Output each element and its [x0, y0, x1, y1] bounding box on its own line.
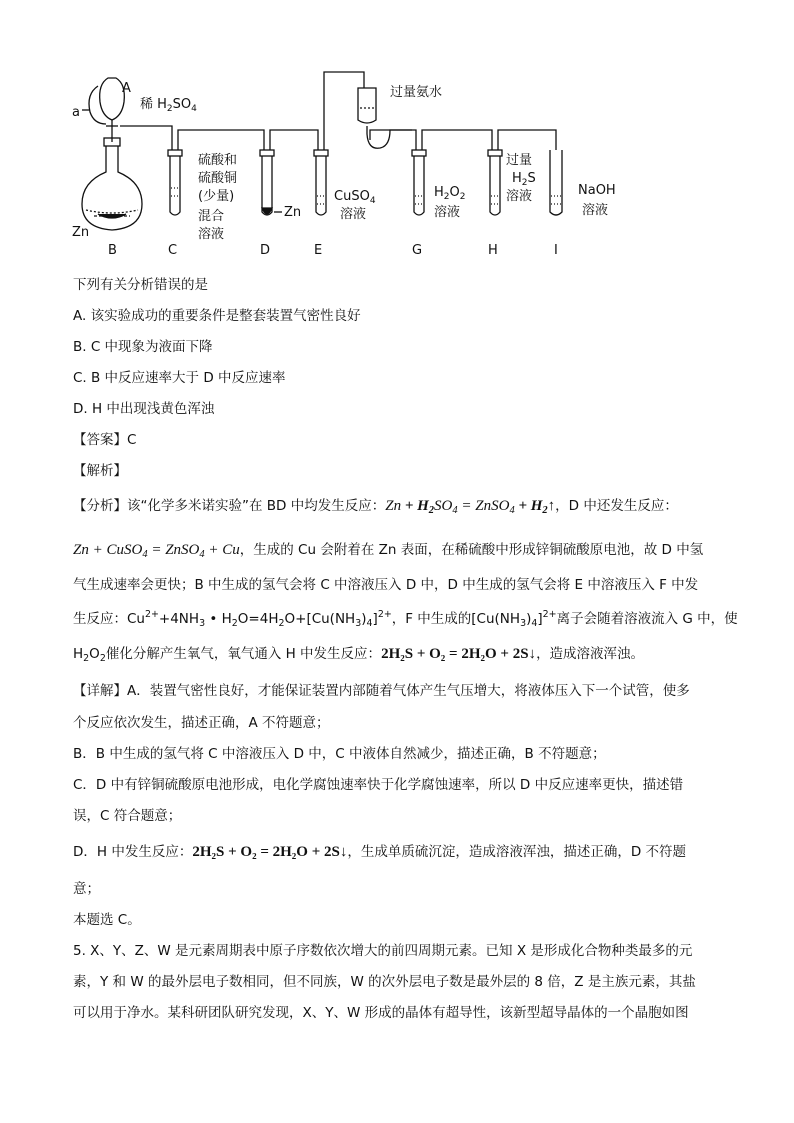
label-i-solution: 溶液	[582, 203, 609, 218]
label-naoh: NaOH	[578, 183, 616, 198]
equation-zn-cuso4: Zn + CuSO$_4$ = ZnSO$_4$ + Cu	[73, 542, 240, 560]
test-tube-c	[168, 150, 182, 215]
label-e-solution: 溶液	[340, 207, 367, 222]
analysis-heading: 【解析】	[73, 463, 127, 479]
analysis-line-5: $H_2O_2$催化分解产生氧气，氧气通入 H 中发生反应：2H₂S + O₂ = 2H₂O + 2S↓，造成溶液浑浊。	[73, 646, 645, 664]
q5-line-1: 5. X、Y、Z、W 是元素周期表中原子序数依次增大的前四周期元素。已知 X 是形成化合物种类最多的元	[73, 943, 693, 959]
tag-g: G	[412, 243, 423, 258]
test-tube-i	[550, 150, 562, 215]
test-tube-d	[260, 150, 282, 215]
detail-line-a2: 个反应依次发生，描述正确，A 不符题意；	[73, 715, 330, 731]
answer-tag: 【答案】	[73, 432, 127, 448]
test-tube-g	[412, 150, 426, 215]
tag-d: D	[260, 243, 271, 258]
test-tube-e	[314, 150, 328, 215]
tag-b: B	[108, 243, 117, 258]
analysis-line-4: 生反应：$Cu^{2+}+4NH_3$ • $H_2O=4H_2O+[Cu(NH_3)_4]^{2+}$，F 中生成的$[Cu(NH_3)_4]^{2+}$离子会随着溶液流入 G 中，使	[73, 609, 738, 629]
label-g-solution: 溶液	[434, 205, 461, 220]
detail-line-c1: C．D 中有锌铜硫酸原电池形成，电化学腐蚀速率快于化学腐蚀速率，所以 D 中反应速率更快，描述错	[73, 777, 684, 793]
label-dilute-acid: 稀 $H_2SO_4$	[140, 97, 197, 114]
conclusion-line: 本题选 C。	[73, 912, 141, 928]
answer-value: C	[127, 432, 137, 448]
test-tube-h	[488, 150, 502, 215]
label-h-excess: 过量	[506, 153, 533, 168]
equation-h2s-o2: 2H₂S + O₂ = 2H₂O + 2S↓	[381, 646, 537, 662]
option-a: A. 该实验成功的重要条件是整套装置气密性良好	[73, 308, 361, 324]
tag-e: E	[314, 243, 323, 258]
tag-h: H	[488, 243, 498, 258]
analysis-line-3: 气生成速率会更快；B 中生成的氢气会将 C 中溶液压入 D 中，D 中生成的氢气会将 E 中溶液压入 F 中发	[73, 577, 699, 593]
label-funnel-a: A	[122, 81, 131, 96]
label-c-desc-1: 硫酸和	[198, 153, 238, 168]
analysis-line-1: 【分析】该“化学多米诺实验”在 BD 中均发生反应：$Zn + H_2SO_4$ = ZnSO$_4$ + $H_2↑$，D 中还发生反应：	[73, 498, 678, 516]
label-cuso4: CuSO$_4$	[334, 189, 376, 206]
option-b: B. C 中现象为液面下降	[73, 339, 213, 355]
label-c-desc-4: 混合	[198, 209, 225, 224]
question-stem: 下列有关分析错误的是	[73, 277, 208, 293]
q5-line-3: 可以用于净水。某科研团队研究发现，X、Y、W 形成的晶体有超导性，该新型超导晶体的一个晶胞如图	[73, 1005, 689, 1021]
analysis-line-2: Zn + CuSO$_4$ = ZnSO$_4$ + Cu，生成的 Cu 会附着在 Zn 表面，在稀硫酸中形成锌铜硫酸原电池，故 D 中氢	[73, 542, 704, 560]
separatory-funnel-a	[82, 78, 124, 142]
label-zn-d: Zn	[284, 205, 302, 220]
label-h2o2: $H_2O_2$	[434, 185, 466, 202]
label-zn-b: Zn	[72, 225, 90, 240]
apparatus-diagram	[68, 64, 628, 264]
option-d: D. H 中出现浅黄色浑浊	[73, 401, 215, 417]
q5-line-2: 素，Y 和 W 的最外层电子数相同，但不同族，W 的次外层电子数是最外层的 8 倍，Z 是主族元素，其盐	[73, 974, 696, 990]
detail-line-b1: B．B 中生成的氢气将 C 中溶液压入 D 中，C 中液体自然减少，描述正确，B 不符题意；	[73, 746, 606, 762]
answer-line	[73, 431, 723, 449]
detail-line-a1: 【详解】A．装置气密性良好，才能保证装置内部随着气体产生气压增大，将液体压入下一个试管，使多	[73, 683, 690, 699]
fenxi-tag: 【分析】	[73, 498, 127, 514]
detail-tag: 【详解】	[73, 683, 127, 699]
equation-h2s-o2-detail: 2H₂S + O₂ = 2H₂O + 2S↓	[192, 844, 348, 860]
flask-b	[82, 138, 142, 230]
label-c-desc-3: (少量)	[198, 189, 235, 204]
option-c: C. B 中反应速率大于 D 中反应速率	[73, 370, 286, 386]
detail-line-d2: 意；	[73, 881, 100, 897]
label-h2s: $H_2S$	[512, 171, 536, 188]
label-c-desc-2: 硫酸铜	[198, 171, 238, 186]
label-a: a	[72, 105, 80, 120]
tag-i: I	[554, 243, 558, 258]
equation-zn-h2so4: $Zn + H_2SO_4$ = ZnSO$_4$ + $H_2↑$	[385, 498, 556, 516]
detail-line-d1: D．H 中发生反应：2H₂S + O₂ = 2H₂O + 2S↓，生成单质硫沉淀，造成溶液浑浊，描述正确，D 不符题	[73, 844, 687, 860]
apparatus-figure	[68, 64, 628, 264]
label-c-desc-5: 溶液	[198, 227, 225, 242]
label-h-solution: 溶液	[506, 189, 533, 204]
detail-line-c2: 误，C 符合题意；	[73, 808, 182, 824]
tag-c: C	[168, 243, 178, 258]
label-excess-ammonia: 过量氨水	[390, 85, 443, 100]
